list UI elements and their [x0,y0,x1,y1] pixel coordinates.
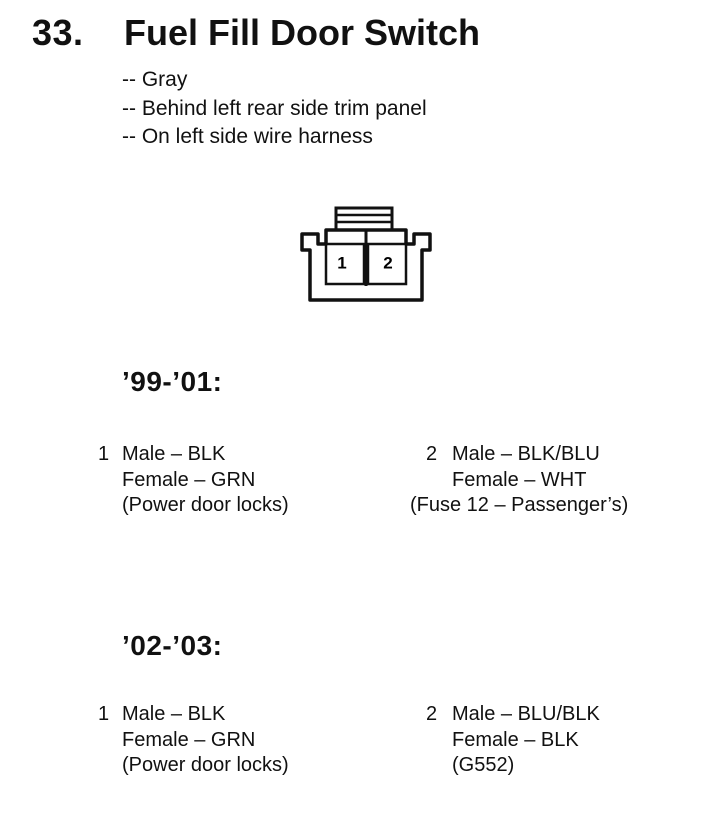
male-wire: Male – BLK [122,703,226,725]
pin-number: 1 [98,443,110,465]
male-wire: Male – BLK [122,443,226,465]
male-wire: Male – BLK/BLU [452,443,600,465]
note-location: -- Behind left rear side trim panel [122,96,427,120]
female-wire: Female – BLK [452,728,579,751]
female-wire: Female – WHT [452,468,587,491]
year-heading-02-03: ’02-’03: [122,630,223,661]
connector-pin-2-label: 2 [383,253,393,273]
page-title: Fuel Fill Door Switch [124,12,481,53]
female-wire: Female – GRN [122,468,256,491]
pin-number: 1 [98,703,110,725]
note-harness: -- On left side wire harness [122,125,373,148]
circuit-note: (Power door locks) [122,754,289,776]
circuit-note: (G552) [452,754,515,776]
note-color: -- Gray [122,68,188,91]
circuit-note: (Power door locks) [122,494,289,516]
section-number: 33. [32,12,84,53]
female-wire: Female – GRN [122,728,256,751]
pin-number: 2 [426,443,438,465]
circuit-note: (Fuse 12 – Passenger’s) [410,494,629,516]
pin-number: 2 [426,703,438,725]
year-heading-99-01: ’99-’01: [122,366,223,397]
notes-list [122,66,427,152]
connector-pin-1-label: 1 [337,253,347,273]
male-wire: Male – BLU/BLK [452,703,600,725]
connector-diagram [298,206,434,306]
